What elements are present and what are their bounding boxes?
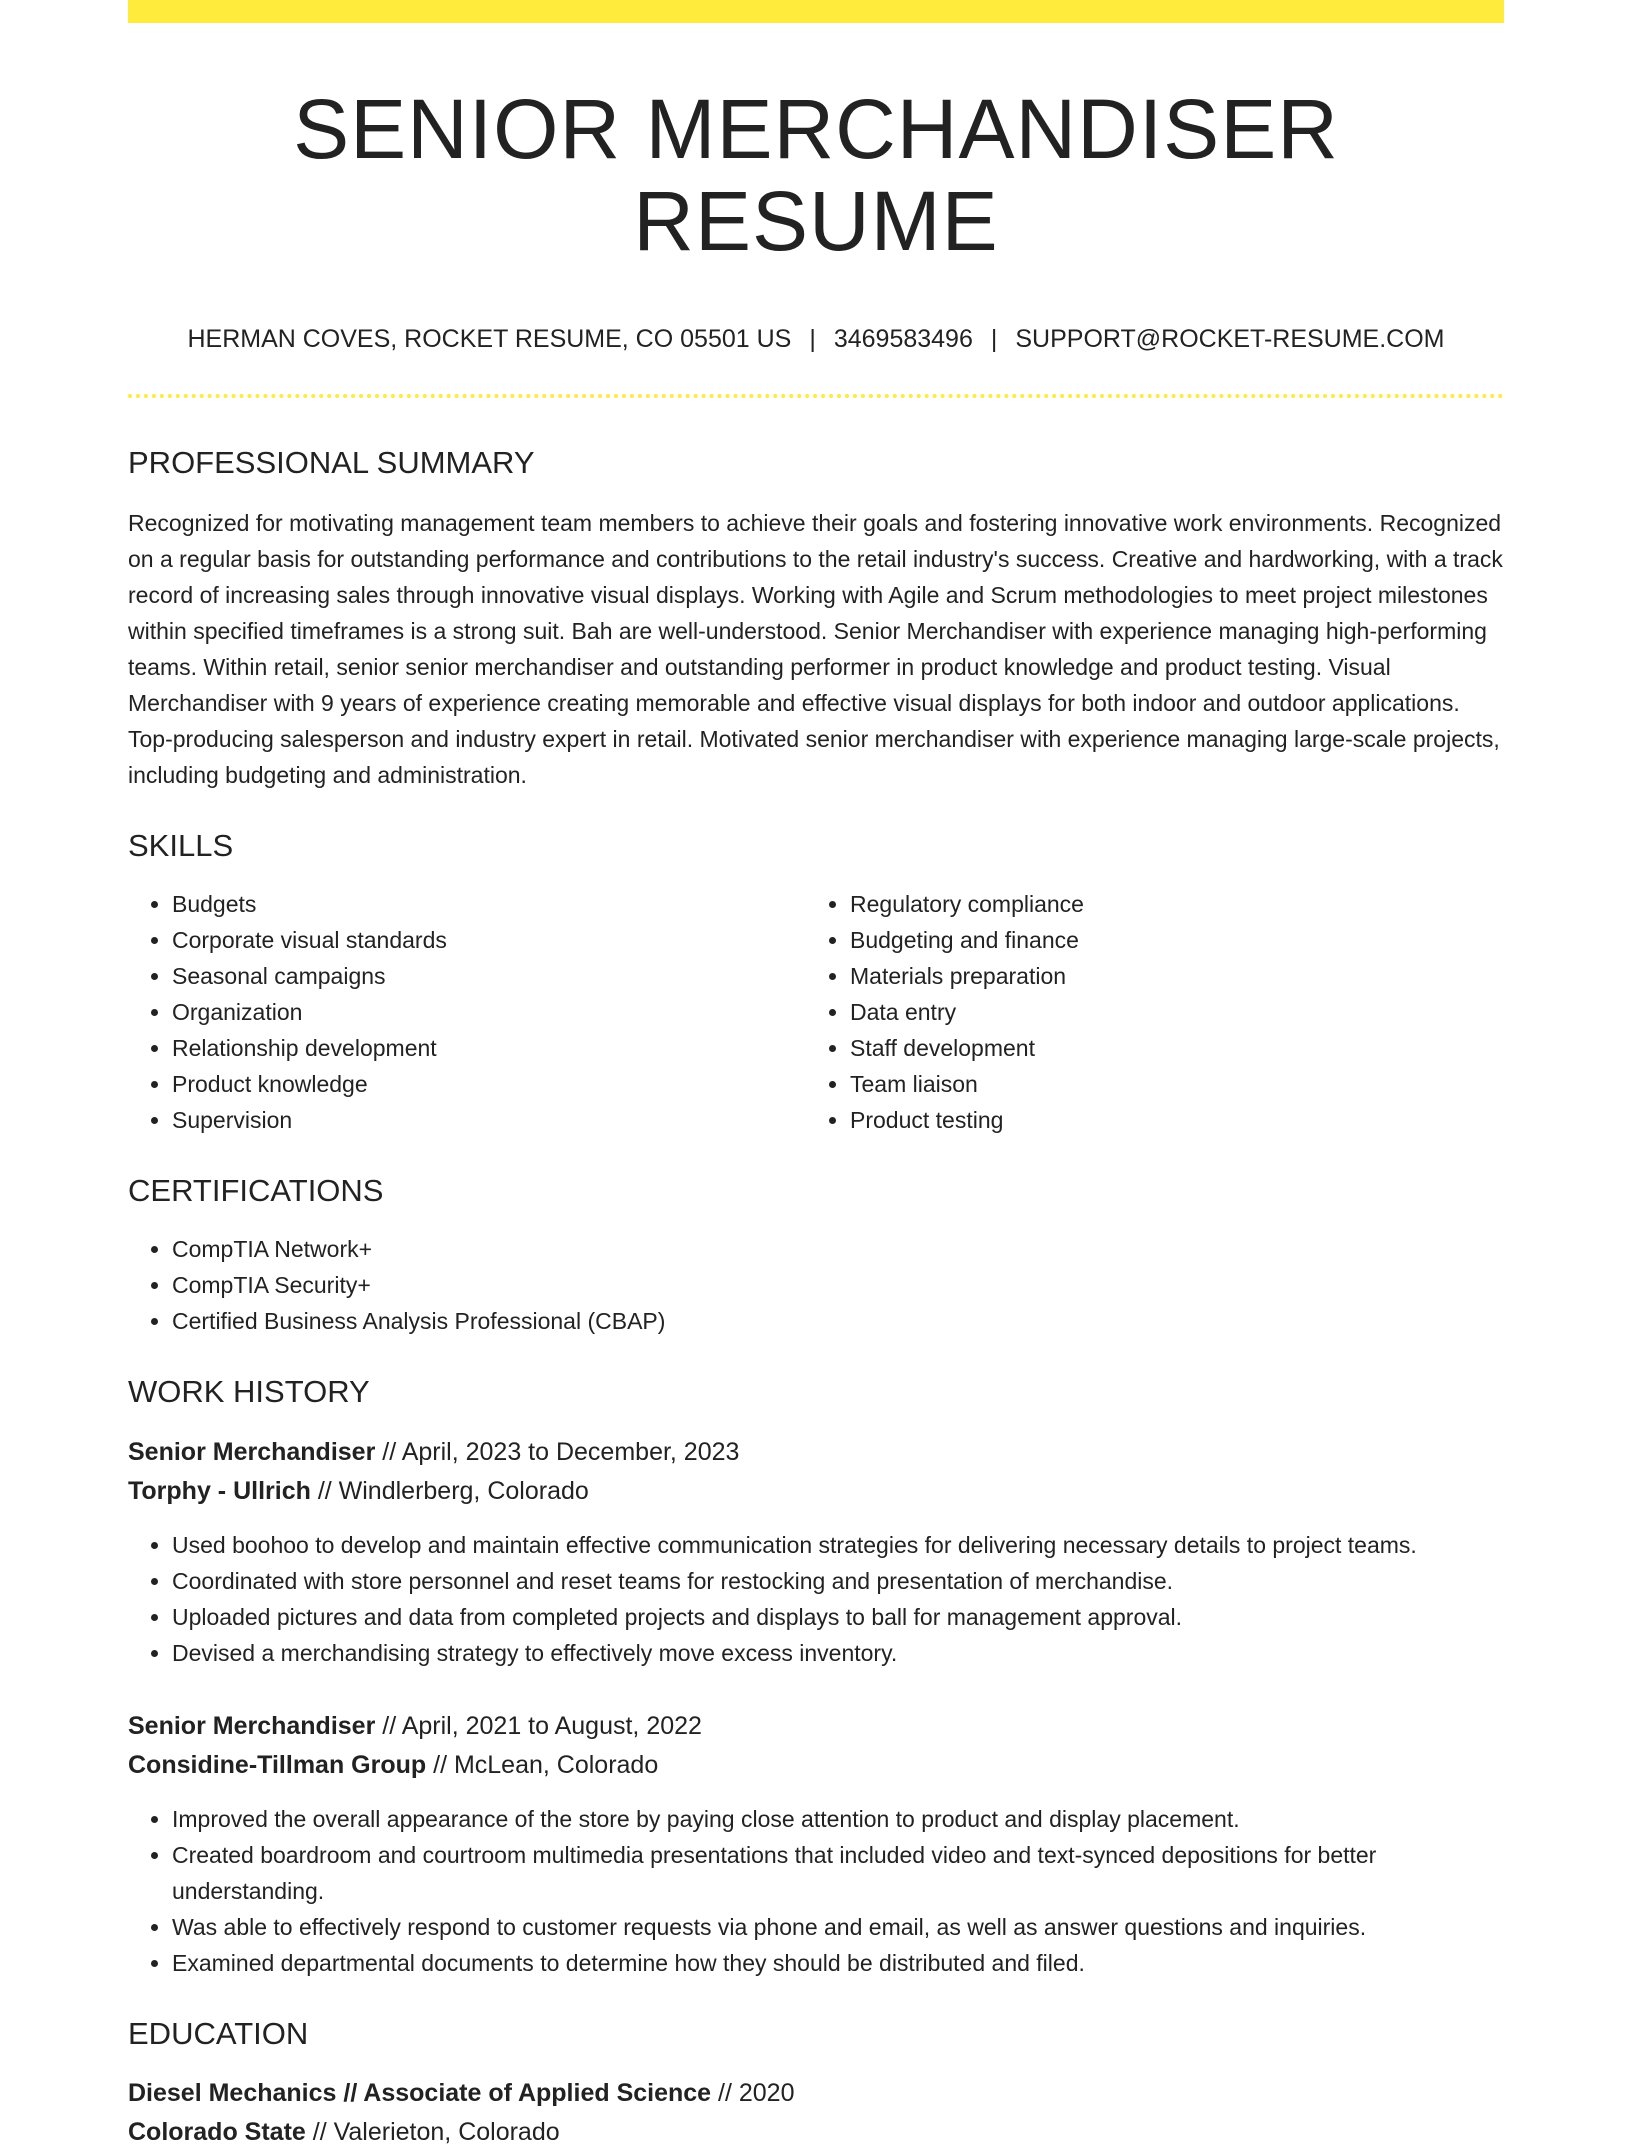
certifications-heading: CERTIFICATIONS xyxy=(128,1173,384,1209)
education-school: Colorado State xyxy=(128,2117,306,2146)
contact-line xyxy=(128,324,1504,354)
summary-heading: PROFESSIONAL SUMMARY xyxy=(128,444,535,480)
education-location: // Valerieton, Colorado xyxy=(305,2117,560,2146)
job-bullet: • Was able to effectively respond to customer requests via phone and email, as well as answer questions and inquiries. xyxy=(172,1909,1504,1945)
dotted-divider xyxy=(128,394,1504,398)
job-bullet: • Used boohoo to develop and maintain effective communication strategies for delivering necessary details to project teams. xyxy=(172,1527,1504,1563)
job-bullet: • Examined departmental documents to determine how they should be distributed and filed. xyxy=(172,1945,1504,1981)
skill-item: • Corporate visual standards xyxy=(172,922,806,958)
skill-item: • Budgeting and finance xyxy=(850,922,1484,958)
contact-email[interactable]: SUPPORT@ROCKET-RESUME.COM xyxy=(1015,324,1445,353)
skill-item: • Supervision xyxy=(172,1102,806,1138)
job-entry xyxy=(128,1433,1504,1671)
resume-page xyxy=(128,0,1504,2152)
contact-phone[interactable]: 3469583496 xyxy=(833,324,973,353)
certification-item: • Certified Business Analysis Professional (CBAP) xyxy=(172,1303,1504,1339)
skill-item: • Materials preparation xyxy=(850,958,1484,994)
job-dates: // April, 2023 to December, 2023 xyxy=(375,1437,740,1466)
certifications-section xyxy=(128,1172,1504,1339)
job-company-line xyxy=(128,1746,1504,1785)
certification-item: • CompTIA Network+ xyxy=(172,1231,1504,1267)
skill-item: • Data entry xyxy=(850,994,1484,1030)
skill-item: • Staff development xyxy=(850,1030,1484,1066)
job-location: // McLean, Colorado xyxy=(426,1750,659,1779)
job-bullet: • Created boardroom and courtroom multimedia presentations that included video and text-synced depositions for better understanding. xyxy=(172,1837,1504,1909)
summary-text: Recognized for motivating management team members to achieve their goals and fostering innovative work environments. Recognized on a regular basis for outstanding performance and contributions to the retail industry's success. Creative and hardworking, with a track record of increasing sales through innovative visual displays. Working with Agile and Scrum methodologies to meet project milestones within specified timeframes is a strong suit. Bah are well-understood. Senior Merchandiser with experience managing high-performing teams. Within retail, senior senior merchandiser and outstanding performer in product knowledge and product testing. Visual Merchandiser with 9 years of experience creating memorable and effective visual displays for both indoor and outdoor applications. Top-producing salesperson and industry expert in retail. Motivated senior merchandiser with experience managing large-scale projects, including budgeting and administration. xyxy=(128,509,1503,788)
education-heading: EDUCATION xyxy=(128,2015,309,2051)
job-bullet: • Uploaded pictures and data from completed projects and displays to ball for management approval. xyxy=(172,1599,1504,1635)
job-bullet: • Improved the overall appearance of the store by paying close attention to product and display placement. xyxy=(172,1801,1504,1837)
job-dates: // April, 2021 to August, 2022 xyxy=(375,1711,702,1740)
certifications-list xyxy=(128,1231,1504,1339)
education-degree-line xyxy=(128,2074,1504,2113)
skill-item: • Regulatory compliance xyxy=(850,886,1484,922)
education-year: // 2020 xyxy=(711,2078,795,2107)
education-entry xyxy=(128,2074,1504,2152)
skill-item: • Team liaison xyxy=(850,1066,1484,1102)
job-company: Torphy - Ullrich xyxy=(128,1476,311,1505)
skills-section xyxy=(128,827,1504,1138)
job-title-line xyxy=(128,1707,1504,1746)
work-history-heading: WORK HISTORY xyxy=(128,1374,370,1410)
work-history-section xyxy=(128,1373,1504,1980)
certification-item: • CompTIA Security+ xyxy=(172,1267,1504,1303)
skill-item: • Organization xyxy=(172,994,806,1030)
education-school-line xyxy=(128,2113,1504,2152)
skill-item: • Seasonal campaigns xyxy=(172,958,806,994)
job-bullet: • Devised a merchandising strategy to effectively move excess inventory. xyxy=(172,1635,1504,1671)
skills-list-right xyxy=(806,886,1484,1138)
job-title-line xyxy=(128,1433,1504,1472)
job-company: Considine-Tillman Group xyxy=(128,1750,427,1779)
job-bullets xyxy=(128,1801,1504,1981)
job-title: Senior Merchandiser xyxy=(128,1711,376,1740)
skill-item: • Relationship development xyxy=(172,1030,806,1066)
resume-title: SENIOR MERCHANDISER RESUME xyxy=(293,82,1339,269)
job-bullet: • Coordinated with store personnel and reset teams for restocking and presentation of merchandise. xyxy=(172,1563,1504,1599)
skills-list-left xyxy=(128,886,806,1138)
skills-heading: SKILLS xyxy=(128,827,234,863)
job-title: Senior Merchandiser xyxy=(128,1437,376,1466)
skill-item: • Product knowledge xyxy=(172,1066,806,1102)
skills-columns xyxy=(128,886,1504,1138)
job-location: // Windlerberg, Colorado xyxy=(310,1476,589,1505)
education-section xyxy=(128,2015,1504,2152)
skill-item: • Product testing xyxy=(850,1102,1484,1138)
job-entry xyxy=(128,1707,1504,1981)
contact-separator: | xyxy=(990,324,998,353)
accent-top-bar xyxy=(128,0,1504,23)
job-company-line xyxy=(128,1472,1504,1511)
skill-item: • Budgets xyxy=(172,886,806,922)
contact-address: HERMAN COVES, ROCKET RESUME, CO 05501 US xyxy=(187,324,792,353)
contact-separator: | xyxy=(809,324,816,353)
job-bullets xyxy=(128,1527,1504,1671)
education-degree: Diesel Mechanics // Associate of Applied Science xyxy=(128,2078,712,2107)
